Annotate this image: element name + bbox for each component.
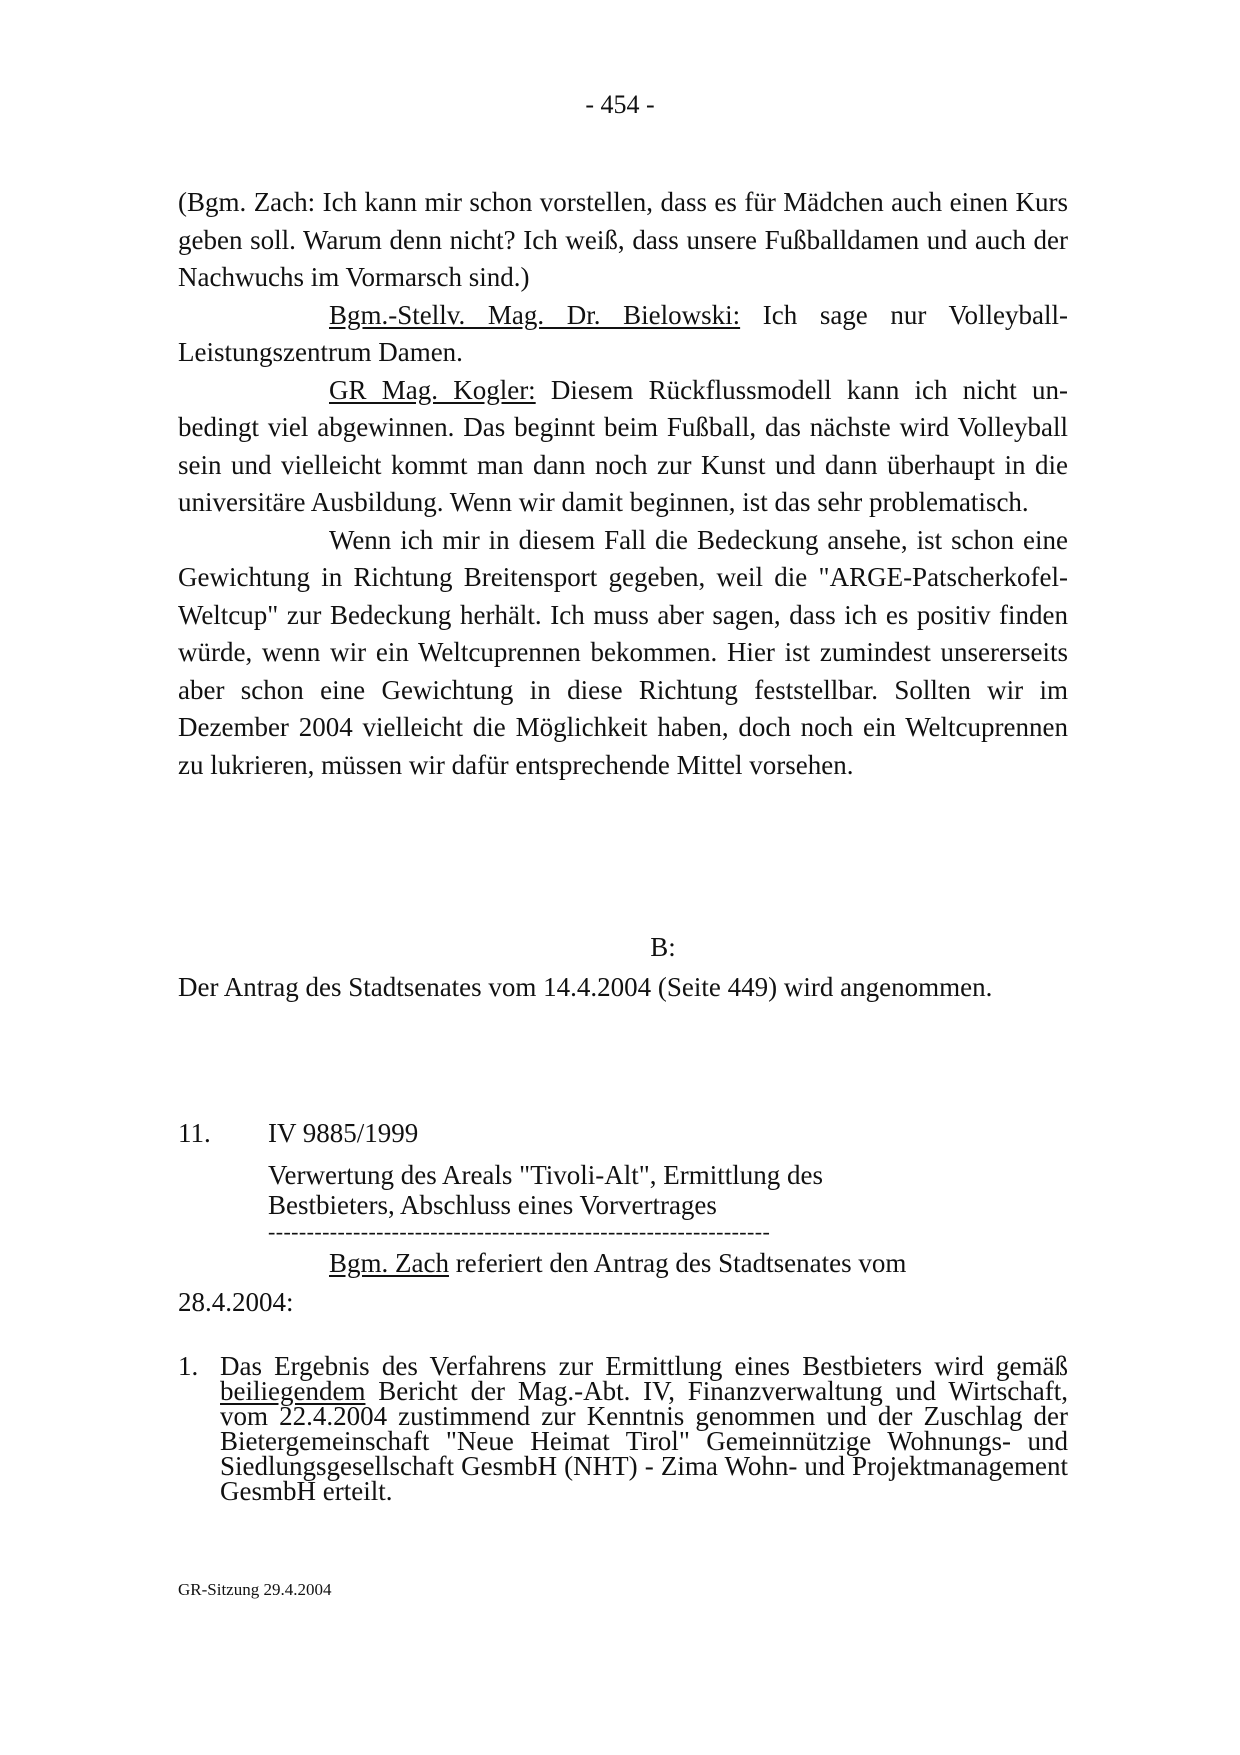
agenda-item-number: 11. [178,1118,211,1148]
list-item-text [220,1351,1068,1506]
agenda-item-title [268,1160,908,1220]
paragraph-kogler [178,372,1068,522]
paragraph-interjection: (Bgm. Zach: Ich kann mir schon vorstellen, dass es für Mädchen auch einen Kurs geben soll. Warum denn nicht? Ich weiß, dass unsere Fußballdamen und auch der Nachwuchs im Vormarsch sind.) [178,187,1068,292]
resolution-marker: B: [650,932,676,962]
rapporteur: Bgm. Zach [329,1248,449,1278]
speech-bielowski: Ich sage nur Volleyball-Leistungszentrum Damen. [178,299,1069,367]
list-item [178,1351,1068,1506]
page-number: - 454 - [585,90,655,119]
speech-kogler: Diesem Rückflussmodell kann ich nicht unbedingt viel abgewinnen. Das beginnt beim Fußball, das nächste wird Volleyball sein und vielleicht kommt man dann noch zur Kunst und dann überhaupt in die universitäre Ausbildung. Wenn wir damit beginnen, ist das sehr problematisch. [178,374,1068,517]
resolution-text: Der Antrag des Stadtsenates vom 14.4.2004 (Seite 449) wird angenommen. [178,972,993,1002]
list-item-text-part-2: Bericht der Mag.-Abt. IV, Finanzverwaltung und Wirtschaft, vom 22.4.2004 zustimmend zur Kenntnis genommen und der Zuschlag der Bietergemeinschaft "Neue Heimat Tirol" Gemeinnützige Wohnungs- und Siedlungsgesellschaft GesmbH (NHT) - Zima Wohn- und Projektmanagement GesmbH erteilt. [220,1376,1068,1506]
referat [178,1244,1078,1322]
referat-text: referiert den Antrag des Stadtsenates vom [448,1248,907,1278]
agenda-item-reference: IV 9885/1999 [268,1118,419,1148]
paragraph-bielowski [178,297,1068,372]
list-item-underlined: beiliegendem [220,1376,366,1406]
footer: GR-Sitzung 29.4.2004 [178,1580,332,1599]
referat-date: 28.4.2004: [178,1287,294,1317]
speaker-bielowski: Bgm.-Stellv. Mag. Dr. Bielowski: [329,299,741,330]
referat-line [178,1244,1078,1283]
list-item-text-part-1: Das Ergebnis des Verfahrens zur Ermittlung eines Bestbieters wird gemäß [220,1351,1068,1381]
minutes-body [178,184,1068,784]
separator-line: ----------------------------------------------------------------- [268,1219,771,1244]
agenda-item-title-line-2: Bestbieters, Abschluss eines Vorvertrages [268,1190,717,1220]
agenda-item-title-line-1: Verwertung des Areals "Tivoli-Alt", Ermittlung des [268,1160,823,1190]
speaker-kogler: GR Mag. Kogler: [329,374,536,405]
list-item-number: 1. [178,1351,199,1381]
paragraph-kogler-continued: Wenn ich mir in diesem Fall die Bedeckung ansehe, ist schon eine Gewichtung in Richtung Breitensport gegeben, weil die "ARGE-Patscherkofel-Weltcup" zur Bedeckung herhält. Ich muss aber sagen, dass ich es positiv finden würde, wenn wir ein Weltcuprennen bekommen. Hier ist zumindest unsererseits aber schon eine Gewichtung in diese Richtung feststellbar. Sollten wir im Dezember 2004 vielleicht die Möglichkeit haben, doch noch ein Weltcuprennen zu lukrieren, müssen wir dafür entsprechende Mittel vorsehen. [178,524,1068,780]
